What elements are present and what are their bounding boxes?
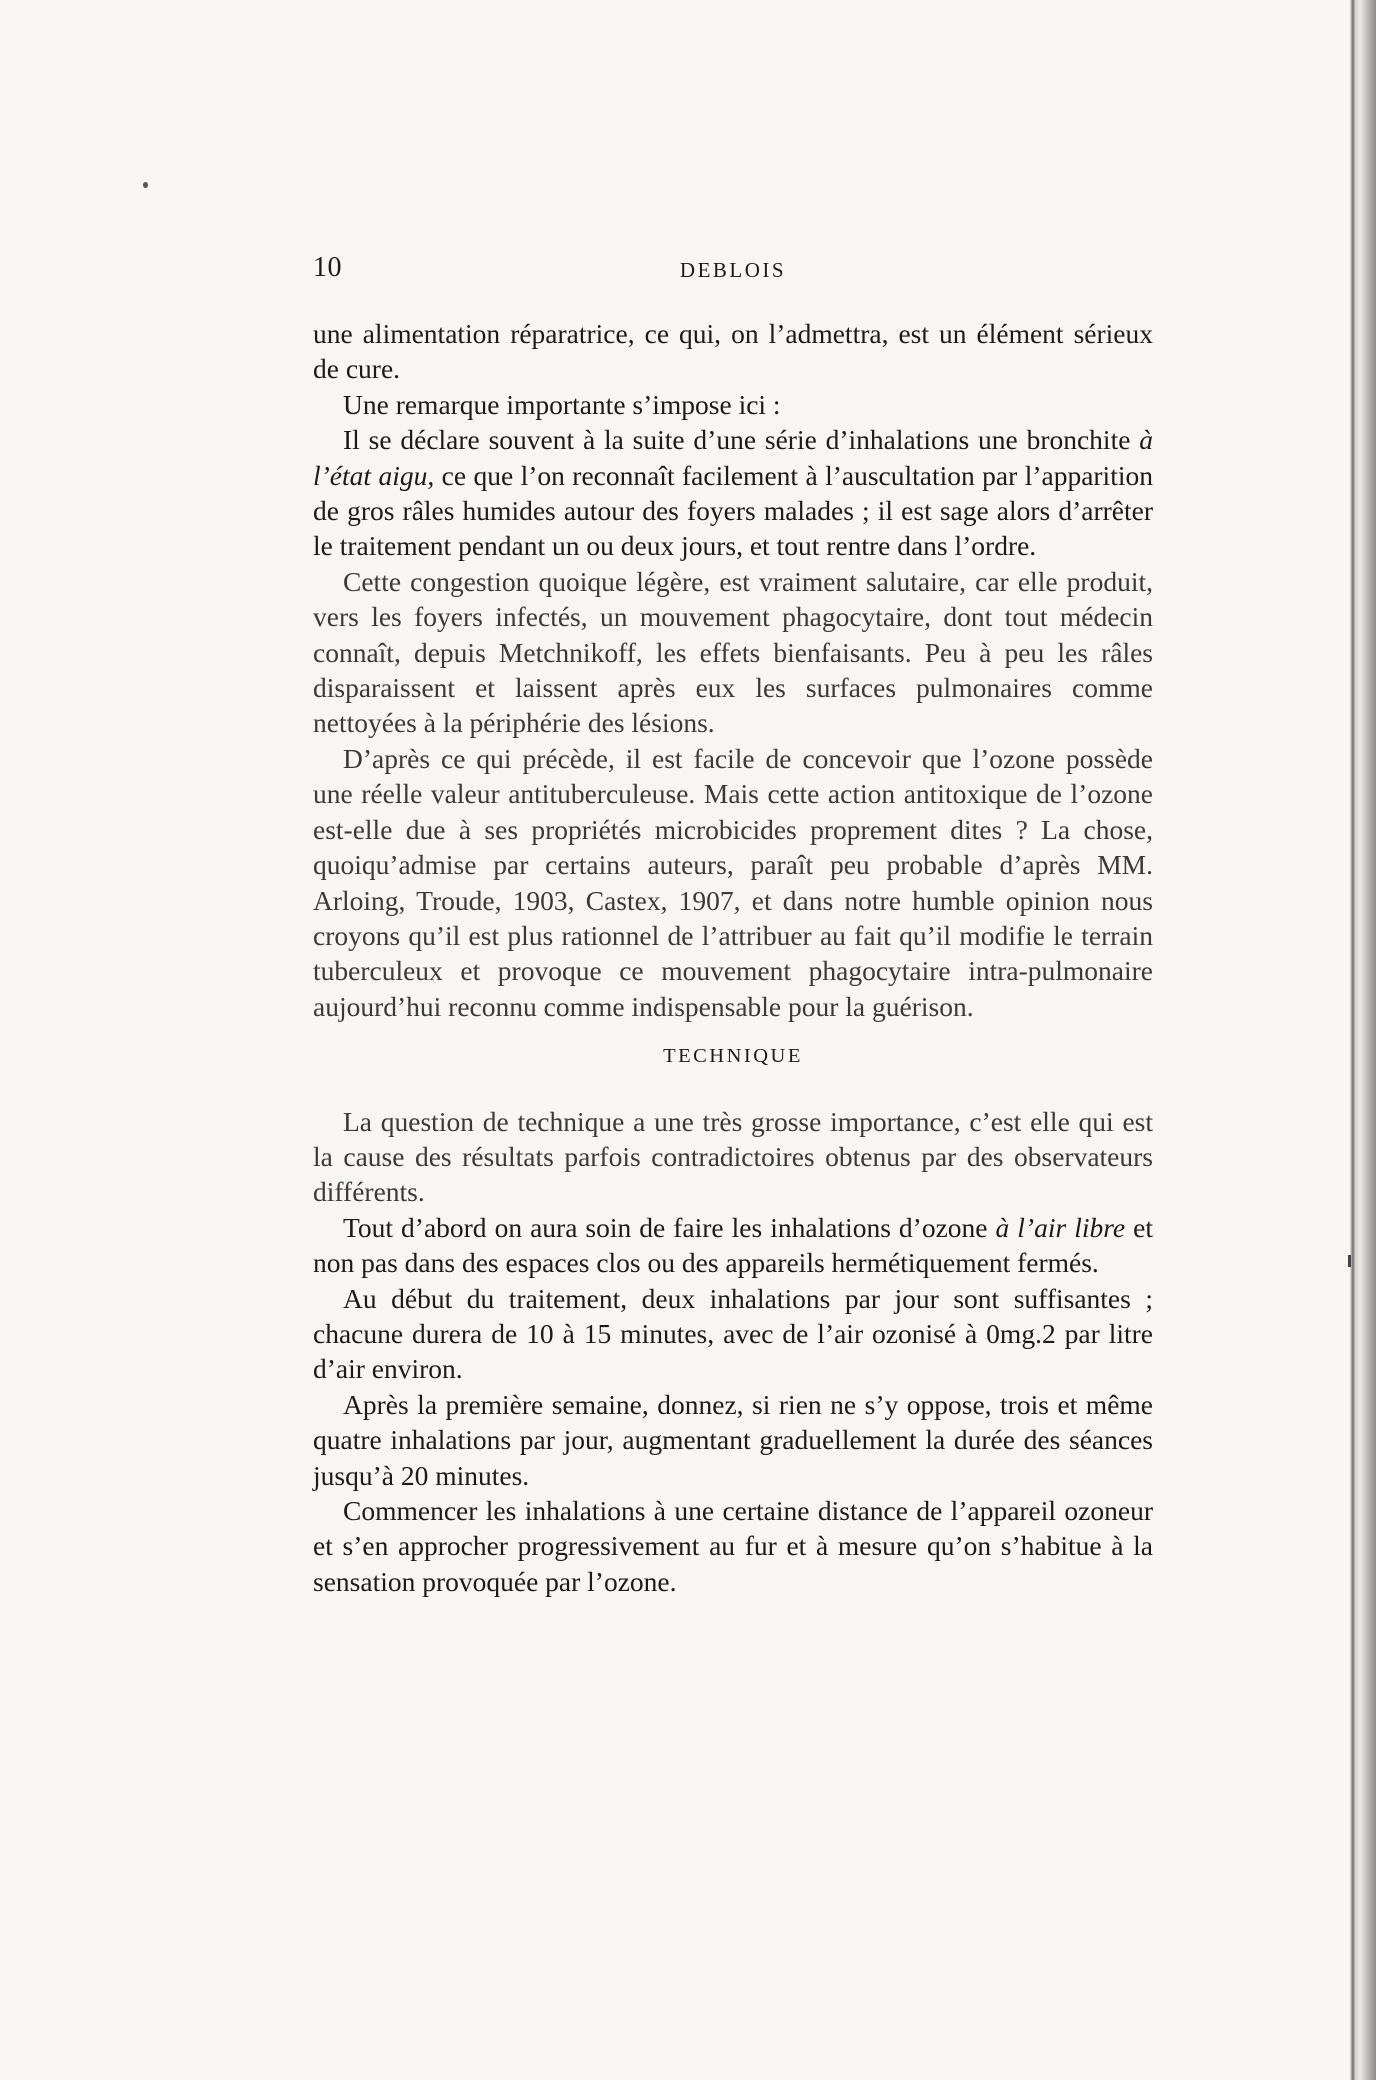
paragraph-continuation: une alimentation réparatrice, ce qui, on l’admettra, est un élément sérieux de cure.: [313, 318, 1153, 385]
book-spine-edge: [1350, 0, 1376, 2080]
paragraph-text: Il se déclare souvent à la suite d’une série d’inhalations une bronchite: [343, 424, 1140, 456]
paragraph: Cette congestion quoique légère, est vraiment salutaire, car elle produit, vers les foyers infectés, un mouvement phagocytaire, dont tout médecin connaît, depuis Metchnikoff, les effets bienfaisants. Peu à peu les râles disparaissent et laissent après eux les surfaces pulmonaires comme nettoyées à la périphérie des lésions.: [313, 565, 1153, 739]
section-title: TECHNIQUE: [663, 1045, 803, 1068]
body-text: [313, 316, 1153, 1599]
italic-phrase: à l’air libre: [995, 1211, 1126, 1243]
paragraph: Au début du traitement, deux inhalations par jour sont suffisantes ; chacune durera de 10 à 15 minutes, avec de l’air ozonisé à 0mg.2 par litre d’air environ.: [313, 1282, 1153, 1385]
ink-speck: [1348, 1255, 1351, 1267]
italic-phrase: à l’état aigu,: [313, 424, 1153, 491]
page-header: [313, 252, 1153, 292]
page-number: 10: [313, 252, 342, 283]
paragraph: [313, 422, 1153, 564]
paragraph: [313, 1210, 1153, 1281]
paragraph-text: ce que l’on reconnaît facilement à l’auscultation par l’apparition de gros râles humides autour des foyers malades ; il est sage alors d’arrêter le traitement pendant un ou deux jours, et tout rentre dans l’ordre.: [313, 459, 1153, 562]
paragraph: La question de technique a une très grosse importance, c’est elle qui est la cause des résultats parfois contradictoires obtenus par des observateurs différents.: [313, 1105, 1153, 1208]
paragraph-text: Tout d’abord on aura soin de faire les inhalations d’ozone: [343, 1211, 996, 1243]
running-head: DEBLOIS: [679, 258, 787, 282]
ink-speck: [143, 182, 148, 188]
paragraph: Commencer les inhalations à une certaine distance de l’appareil ozoneur et s’en approcher progressivement au fur et à mesure qu’on s’habitue à la sensation provoquée par l’ozone.: [313, 1495, 1153, 1597]
paragraph: Une remarque importante s’impose ici :: [343, 388, 781, 420]
paragraph: D’après ce qui précède, il est facile de concevoir que l’ozone possède une réelle valeur antituberculeuse. Mais cette action antitoxique de l’ozone est-elle due à ses propriétés microbicides proprement dites ? La chose, quoiqu’admise par certains auteurs, paraît peu probable d’après MM. Arloing, Troude, 1903, Castex, 1907, et dans notre humble opinion nous croyons qu’il est plus rationnel de l’attribuer au fait qu’il modifie le terrain tuberculeux et provoque ce mouvement phagocytaire intra-pulmonaire aujourd’hui reconnu comme indispensable pour la guérison.: [313, 742, 1153, 1022]
paragraph: Après la première semaine, donnez, si rien ne s’y oppose, trois et même quatre inhalations par jour, augmentant graduellement la durée des séances jusqu’à 20 minutes.: [313, 1388, 1153, 1491]
paragraph-text: et non pas dans des espaces clos ou des appareils hermétiquement fermés.: [313, 1211, 1153, 1279]
